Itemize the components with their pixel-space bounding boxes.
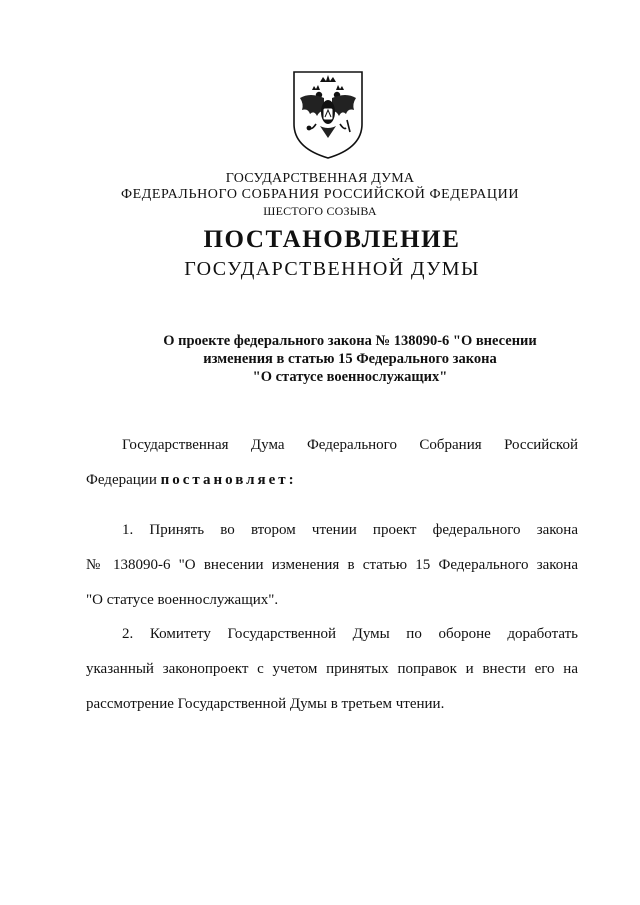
decision-verb: постановляет: [160,472,297,488]
item-2-line: рассмотрение Государственной Думы в третьем чтении. [86,696,445,712]
preamble-line: Государственная Дума Федерального Собрания Российской [122,437,578,453]
document-issuer-title: ГОСУДАРСТВЕННОЙ ДУМЫ [184,258,480,280]
document-type-title: ПОСТАНОВЛЕНИЕ [203,226,461,253]
item-2-line: 2. Комитету Государственной Думы по обороне доработать [122,626,578,642]
item-1-line: "О статусе военнослужащих". [86,592,279,608]
issuer-body-line: ГОСУДАРСТВЕННАЯ ДУМА [225,171,415,186]
item-1-line: № 138090-6 "О внесении изменения в статью 15 Федерального закона [86,557,578,573]
preamble-decision-line [86,472,578,489]
subject-line: изменения в статью 15 Федерального закона [203,351,497,367]
subject-line: О проекте федерального закона № 138090-6 "О внесении [163,333,537,349]
subject-line: "О статусе военнослужащих" [252,369,448,385]
item-2-line: указанный законопроект с учетом принятых поправок и внести его на [86,661,578,677]
issuer-parliament-line: ФЕДЕРАЛЬНОГО СОБРАНИЯ РОССИЙСКОЙ ФЕДЕРАЦИИ [120,187,520,202]
convocation-line: ШЕСТОГО СОЗЫВА [263,204,377,218]
coat-of-arms-icon [290,68,366,160]
preamble-prefix: Федерации [86,472,161,488]
item-1-line: 1. Принять во втором чтении проект федерального закона [122,522,578,538]
document-subject [0,332,640,386]
